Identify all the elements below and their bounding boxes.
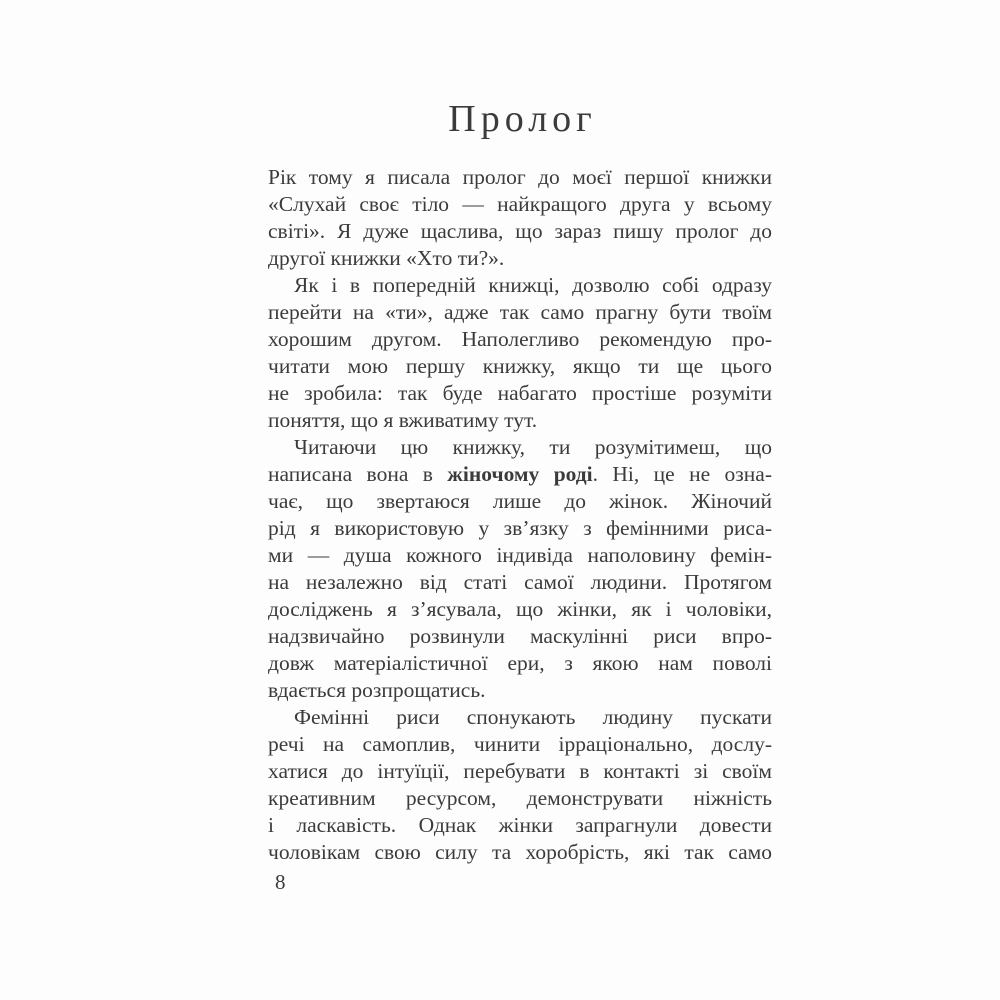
text-line [268, 461, 772, 488]
text-segment: . Ні, це не озна- [592, 462, 772, 486]
page-number: 8 [275, 870, 286, 894]
text-line: Рік тому я писала пролог до моєї першої книжки [268, 165, 772, 189]
text-line: вдається розпрощатись. [268, 678, 486, 702]
text-line: перейти на «ти», адже так само прагну бути твоїм [268, 300, 772, 324]
text-line: Читаючи цю книжку, ти розумітимеш, що [294, 435, 772, 459]
bold-phrase: жіночому роді [447, 462, 593, 486]
text-line: рід я використовую у зв’язку з фемінними риса- [268, 516, 772, 540]
text-line: читати мою першу книжку, якщо ти ще цього [268, 354, 772, 378]
text-line: і ласкавість. Однак жінки запрагнули довести [268, 813, 772, 837]
text-line: другої книжки «Хто ти?». [268, 246, 505, 270]
text-line: креативним ресурсом, демонструвати ніжність [268, 786, 772, 810]
text-line: «Слухай своє тіло — найкращого друга у всьому [268, 192, 772, 216]
text-line: Як і в попередній книжці, дозволю собі одразу [294, 273, 772, 297]
text-block [268, 164, 772, 866]
text-line: чоловікам свою силу та хоробрість, які так само [268, 840, 772, 864]
text-line: на незалежно від статі самої людини. Протягом [268, 570, 772, 594]
text-line: довж матеріалістичної ери, з якою нам поволі [268, 651, 772, 675]
paragraph [268, 272, 772, 434]
text-line: Фемінні риси спонукають людину пускати [294, 705, 772, 729]
text-line: світі». Я дуже щаслива, що зараз пишу пролог до [268, 219, 772, 243]
text-line: надзвичайно розвинули маскулінні риси впро- [268, 624, 772, 648]
text-line: чає, що звертаюся лише до жінок. Жіночий [268, 489, 772, 513]
text-segment: написана вона в [268, 462, 448, 486]
text-line: досліджень я з’ясувала, що жінки, як і чоловіки, [268, 597, 772, 621]
text-line: не зробила: так буде набагато простіше розуміти [268, 381, 772, 405]
paragraph [268, 704, 772, 866]
paragraph [268, 164, 772, 272]
paragraph [268, 434, 772, 704]
text-line: речі на самоплив, чинити ірраціонально, дослу- [268, 732, 772, 756]
text-line: поняття, що я вживатиму тут. [268, 408, 538, 432]
text-line: ми — душа кожного індивіда наполовину фемін- [268, 543, 772, 567]
text-line: хатися до інтуїції, перебувати в контакті зі своїм [268, 759, 772, 783]
text-line: хорошим другом. Наполегливо рекомендую про- [268, 327, 772, 351]
chapter-title: Пролог [448, 98, 597, 140]
